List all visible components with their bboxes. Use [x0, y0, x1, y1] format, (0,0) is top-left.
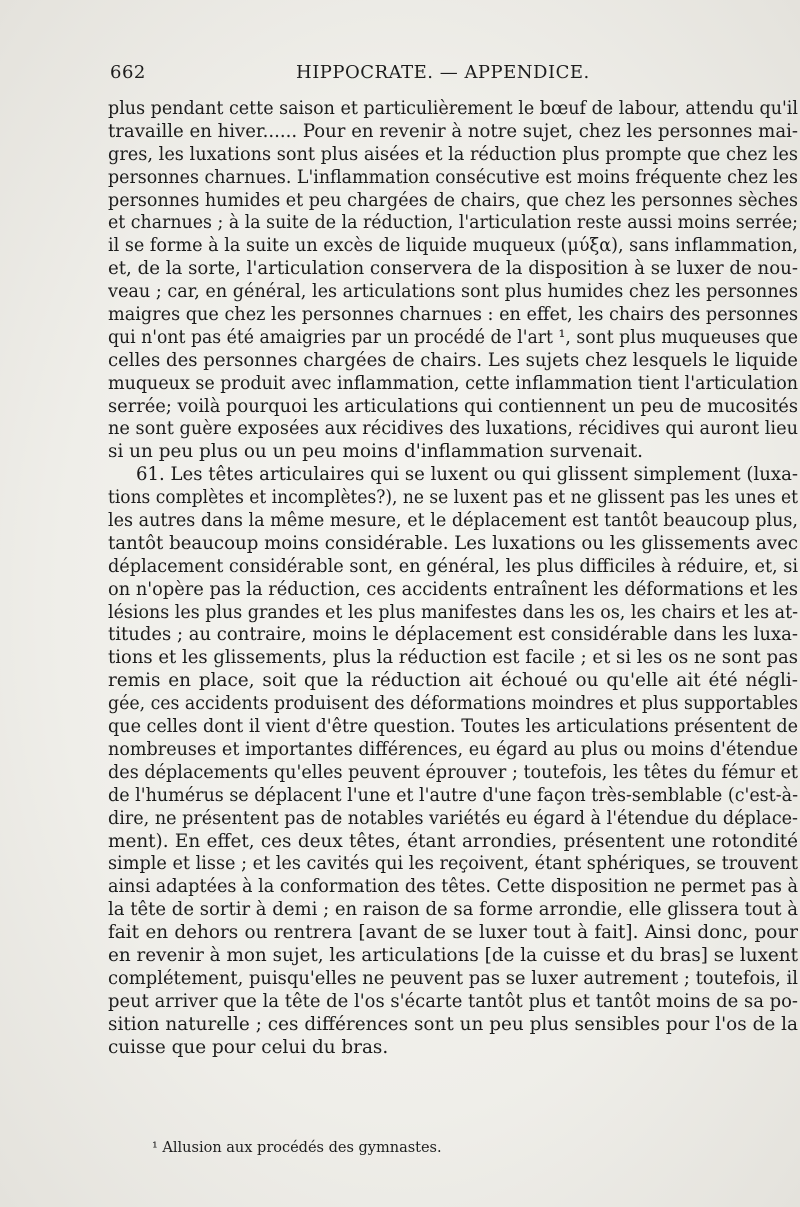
text-line: en revenir à mon sujet, les articulations [de la cuisse et du bras] se luxent	[108, 944, 798, 966]
text-line: complétement, puisqu'elles ne peuvent pas se luxer autrement ; toutefois, il	[108, 967, 798, 989]
text-line: dire, ne présentent pas de notables variétés eu égard à l'étendue du déplace-	[108, 807, 798, 829]
text-line: de l'humérus se déplacent l'une et l'autre d'une façon très-semblable (c'est-à-	[108, 784, 798, 806]
text-line: si un peu plus ou un peu moins d'inflammation survenait.	[108, 441, 643, 463]
text-line: sition naturelle ; ces différences sont un peu plus sensibles pour l'os de la	[108, 1013, 798, 1035]
text-line: travaille en hiver...... Pour en revenir à notre sujet, chez les personnes mai-	[108, 120, 798, 142]
text-line: nombreuses et importantes différences, eu égard au plus ou moins d'étendue	[108, 738, 798, 760]
text-line: serrée; voilà pourquoi les articulations qui contiennent un peu de mucosités	[108, 395, 798, 417]
text-line: fait en dehors ou rentrera [avant de se luxer tout à fait]. Ainsi donc, pour	[108, 922, 798, 944]
text-line: gée, ces accidents produisent des déformations moindres et plus supportables	[108, 693, 798, 715]
text-line: simple et lisse ; et les cavités qui les reçoivent, étant sphériques, se trouvent	[108, 853, 798, 875]
text-line: gres, les luxations sont plus aisées et la réduction plus prompte que chez les	[108, 143, 798, 165]
text-line: les autres dans la même mesure, et le déplacement est tantôt beaucoup plus,	[108, 510, 798, 532]
text-line: qui n'ont pas été amaigries par un procédé de l'art ¹, sont plus muqueuses que	[108, 326, 798, 348]
section-61-first-line: 61. Les têtes articulaires qui se luxent ou qui glissent simplement (luxa-	[136, 464, 798, 486]
text-line: et charnues ; à la suite de la réduction, l'articulation reste aussi moins serrée;	[108, 212, 798, 234]
text-line: ainsi adaptées à la conformation des têtes. Cette disposition ne permet pas à	[108, 876, 798, 898]
text-line: tantôt beaucoup moins considérable. Les luxations ou les glissements avec	[108, 532, 798, 554]
text-line: muqueux se produit avec inflammation, cette inflammation tient l'articulation	[108, 372, 798, 394]
text-line: il se forme à la suite un excès de liquide muqueux (μύξα), sans inflammation,	[108, 235, 798, 257]
text-line: cuisse que pour celui du bras.	[108, 1036, 389, 1058]
text-line: celles des personnes chargées de chairs. Les sujets chez lesquels le liquide	[108, 349, 798, 371]
text-line: des déplacements qu'elles peuvent éprouver ; toutefois, les têtes du fémur et	[108, 761, 798, 783]
footnote: ¹ Allusion aux procédés des gymnastes.	[152, 1140, 442, 1156]
text-line: remis en place, soit que la réduction ait échoué ou qu'elle ait été négli-	[108, 670, 798, 692]
body-text	[108, 98, 798, 1059]
running-title: HIPPOCRATE. — APPENDICE.	[296, 62, 590, 83]
text-line: ne sont guère exposées aux récidives des luxations, récidives qui auront lieu	[108, 418, 798, 440]
text-line: la tête de sortir à demi ; en raison de sa forme arrondie, elle glissera tout à	[108, 899, 798, 921]
text-line: que celles dont il vient d'être question. Toutes les articulations présentent de	[108, 716, 798, 738]
text-line: personnes humides et peu chargées de chairs, que chez les personnes sèches	[108, 189, 798, 211]
text-line: on n'opère pas la réduction, ces accidents entraînent les déformations et les	[108, 578, 798, 600]
text-line: ment). En effet, ces deux têtes, étant arrondies, présentent une rotondité	[108, 830, 798, 852]
text-line: et, de la sorte, l'articulation conservera de la disposition à se luxer de nou-	[108, 258, 798, 280]
running-head	[110, 62, 782, 86]
text-line: peut arriver que la tête de l'os s'écarte tantôt plus et tantôt moins de sa po-	[108, 990, 798, 1012]
text-line: tions et les glissements, plus la réduction est facile ; et si les os ne sont pas	[108, 647, 798, 669]
text-line: plus pendant cette saison et particulièrement le bœuf de labour, attendu qu'il	[108, 98, 798, 119]
text-line: personnes charnues. L'inflammation consécutive est moins fréquente chez les	[108, 166, 798, 188]
text-line: titudes ; au contraire, moins le déplacement est considérable dans les luxa-	[108, 624, 798, 646]
text-line: déplacement considérable sont, en général, les plus difficiles à réduire, et, si	[108, 555, 798, 577]
text-line: tions complètes et incomplètes?), ne se luxent pas et ne glissent pas les unes et	[108, 487, 798, 509]
text-line: veau ; car, en général, les articulations sont plus humides chez les personnes	[108, 281, 798, 303]
page-number: 662	[110, 62, 146, 83]
text-line: maigres que chez les personnes charnues : en effet, les chairs des personnes	[108, 304, 798, 326]
text-line: lésions les plus grandes et les plus manifestes dans les os, les chairs et les at-	[108, 601, 798, 623]
